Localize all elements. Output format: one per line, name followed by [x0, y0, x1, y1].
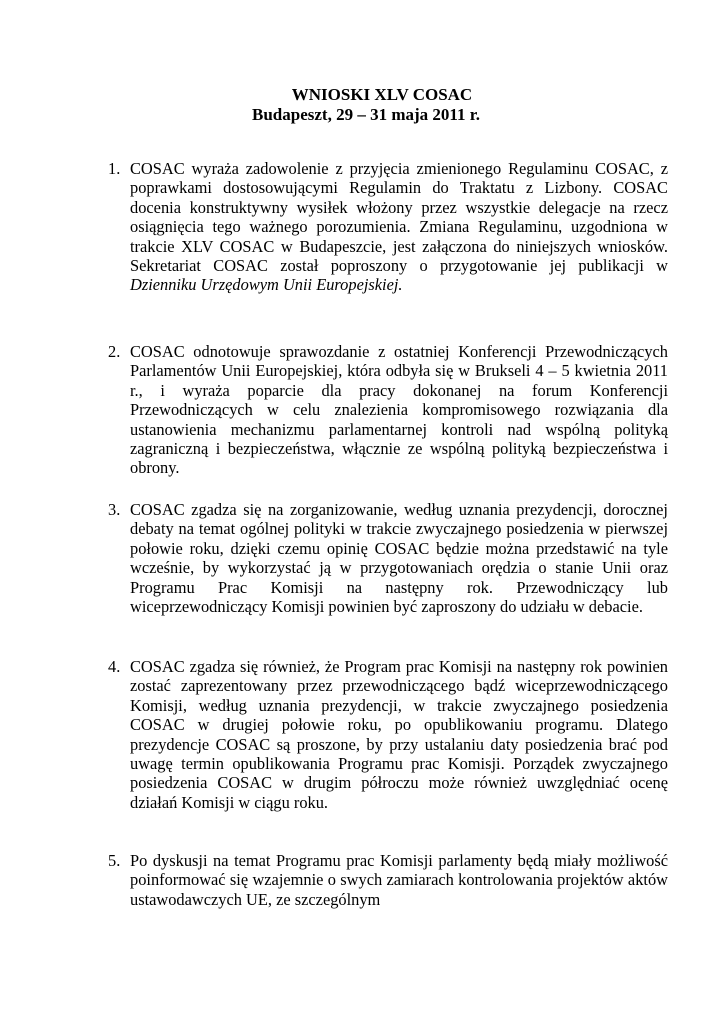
- title-place-date: Budapeszt, 29 – 31 maja 2011 r.: [252, 105, 480, 124]
- item-text: [130, 657, 668, 812]
- list-item: [108, 342, 668, 478]
- item-text-italic-title: Dzienniku Urzędowym Unii Europejskiej.: [130, 275, 403, 295]
- list-item: [108, 657, 668, 812]
- list-item: [108, 159, 668, 295]
- item-text: [130, 159, 668, 295]
- item-number: 1.: [108, 159, 121, 178]
- list-item: [108, 500, 668, 616]
- item-paragraph: Po dyskusji na temat Programu prac Komisji parlamenty będą miały możliwość poinformować się wzajemnie o swych zamiarach kontrolowania projektów aktów ustawodawczych UE, ze szczególnym: [130, 851, 668, 909]
- item-number: 5.: [108, 851, 121, 870]
- item-number: 2.: [108, 342, 121, 361]
- item-text: [130, 500, 668, 616]
- item-paragraph: COSAC odnotowuje sprawozdanie z ostatniej Konferencji Przewodniczących Parlamentów Unii Europejskiej, która odbyła się w Brukseli 4 – 5 kwietnia 2011 r., i wyraża poparcie dla pracy dokonanej na forum Konferencji Przewodniczących w celu znalezienia kompromisowego rozwiązania dla ustanowienia mechanizmu parlamentarnej kontroli nad wspólną polityką zagraniczną i bezpieczeństwa, włącznie ze wspólną polityką bezpieczeństwa i obrony.: [130, 342, 668, 478]
- title-heading: WNIOSKI XLV COSAC: [291, 85, 473, 104]
- item-number: 4.: [108, 657, 121, 676]
- item-number: 3.: [108, 500, 121, 519]
- item-paragraph: COSAC zgadza się na zorganizowanie, według uznania prezydencji, dorocznej debaty na temat ogólnej polityki w trakcie zwyczajnego posiedzenia w pierwszej połowie roku, dzięki czemu opinię COSAC będzie można przedstawić na tyle wcześnie, by wykorzystać ją w przygotowaniach orędzia o stanie Unii oraz Programu Prac Komisji na następny rok. Przewodniczący lub wiceprzewodniczący Komisji powinien być zaproszony do udziału w debacie.: [130, 500, 668, 617]
- document-title: [0, 85, 724, 125]
- item-text-main: COSAC wyraża zadowolenie z przyjęcia zmienionego Regulaminu COSAC, z poprawkami dostosowującymi Regulamin do Traktatu z Lizbony. COSAC docenia konstruktywny wysiłek włożony przez wszystkie delegacje na rzecz osiągnięcia tego ważnego porozumienia. Zmiana Regulaminu, uzgodniona w trakcie XLV COSAC w Budapeszcie, jest załączona do niniejszych wniosków. Sekretariat COSAC został poproszony o przygotowanie jej publikacji w: [130, 159, 668, 276]
- item-paragraph: COSAC zgadza się również, że Program prac Komisji na następny rok powinien zostać zaprezentowany przez przewodniczącego bądź wiceprzewodniczącego Komisji, według uznania prezydencji, w trakcie zwyczajnego posiedzenia COSAC w drugiej połowie roku, po opublikowaniu programu. Dlatego prezydencje COSAC są proszone, by przy ustalaniu daty posiedzenia brać pod uwagę termin opublikowania Programu prac Komisji. Porządek zwyczajnego posiedzenia COSAC w drugim półroczu może również uwzględniać ocenę działań Komisji w ciągu roku.: [130, 657, 668, 812]
- item-text: [130, 851, 668, 909]
- list-item: [108, 851, 668, 909]
- item-text: [130, 342, 668, 478]
